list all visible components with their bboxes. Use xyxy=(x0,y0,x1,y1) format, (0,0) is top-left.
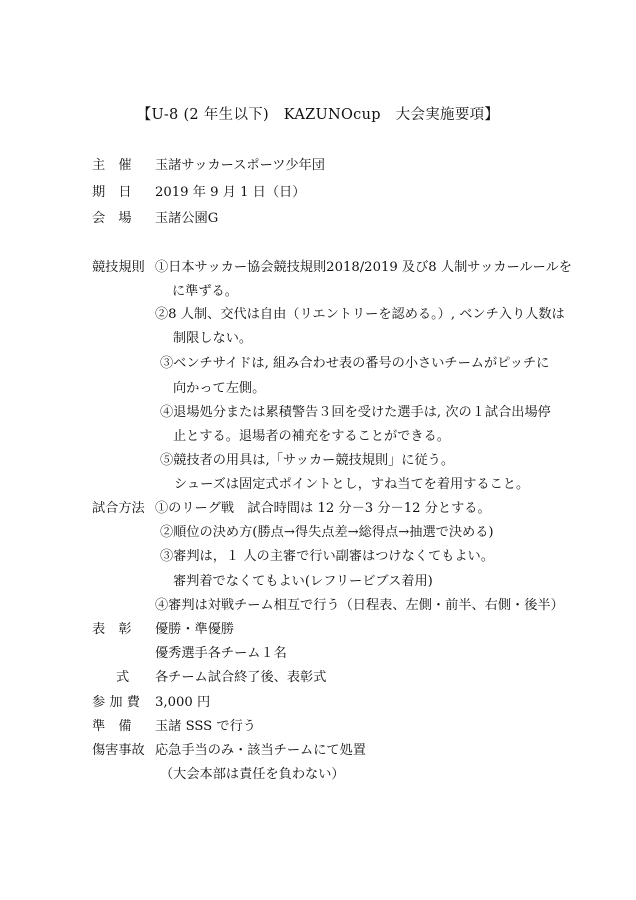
document-title: 【U-8 (2 年生以下) KAZUNOcup 大会実施要項】 xyxy=(136,107,500,123)
accident-line: 応急手当のみ・該当チームにて処置 xyxy=(155,743,366,758)
ceremony-value: 各チーム試合終了後、表彰式 xyxy=(155,670,327,685)
match-line: ②順位の決め方(勝点→得失点差→総得点→抽選で決める) xyxy=(160,525,494,540)
rules-line: ②8 人制、交代は自由（リエントリーを認める。）, ベンチ入り人数は xyxy=(155,307,565,322)
rules-line: ③ベンチサイドは, 組み合わせ表の番号の小さいチームがピッチに xyxy=(160,356,550,371)
rules-line: 止とする。退場者の補充をすることができる。 xyxy=(173,429,450,444)
match-line: ③審判は，１ 人の主審で行い副審はつけなくてもよい。 xyxy=(160,549,494,564)
organizer-value: 玉諸サッカースポーツ少年団 xyxy=(155,158,325,173)
date-value: 2019 年 9 月 1 日（日） xyxy=(155,185,306,200)
preparation-value: 玉諸 SSS で行う xyxy=(155,719,256,734)
awards-label: 表 彰 xyxy=(92,622,132,637)
accident-line: （大会本部は責任を負わない） xyxy=(160,767,345,782)
rules-line: ④退場処分または累積警告３回を受けた選手は, 次の１試合出場停 xyxy=(160,405,551,420)
ceremony-label: 式 xyxy=(116,670,130,685)
date-label: 期 日 xyxy=(92,185,132,200)
match-line: ①のリーグ戦 試合時間は 12 分－3 分－12 分とする。 xyxy=(155,501,491,516)
fee-label: 参 加 費 xyxy=(92,695,140,710)
venue-label: 会 場 xyxy=(92,211,132,226)
match-line: 審判着でなくてもよい(レフリービブス着用) xyxy=(173,574,433,589)
match-label: 試合方法 xyxy=(92,501,145,516)
preparation-label: 準 備 xyxy=(92,719,132,734)
rules-line: 向かって左側。 xyxy=(173,381,266,396)
venue-value: 玉諸公園G xyxy=(155,211,219,226)
accident-label: 傷害事故 xyxy=(92,743,145,758)
awards-line: 優秀選手各チーム１名 xyxy=(155,646,287,661)
organizer-label: 主 催 xyxy=(92,158,132,173)
match-line: ④審判は対戦チーム相互で行う（日程表、左側・前半、右側・後半） xyxy=(155,598,564,613)
rules-label: 競技規則 xyxy=(92,260,145,275)
rules-line: ①日本サッカー協会競技規則2018/2019 及び8 人制サッカールールを xyxy=(155,260,572,275)
rules-line: 制限しない。 xyxy=(173,331,253,346)
awards-line: 優勝・準優勝 xyxy=(155,622,235,637)
rules-line: ⑤競技者の用具は,「サッカー競技規則」に従う。 xyxy=(160,453,455,468)
fee-value: 3,000 円 xyxy=(155,695,211,710)
rules-line: に準ずる。 xyxy=(172,284,238,299)
rules-line: シューズは固定式ポイントとし，すね当てを着用すること。 xyxy=(174,477,530,492)
